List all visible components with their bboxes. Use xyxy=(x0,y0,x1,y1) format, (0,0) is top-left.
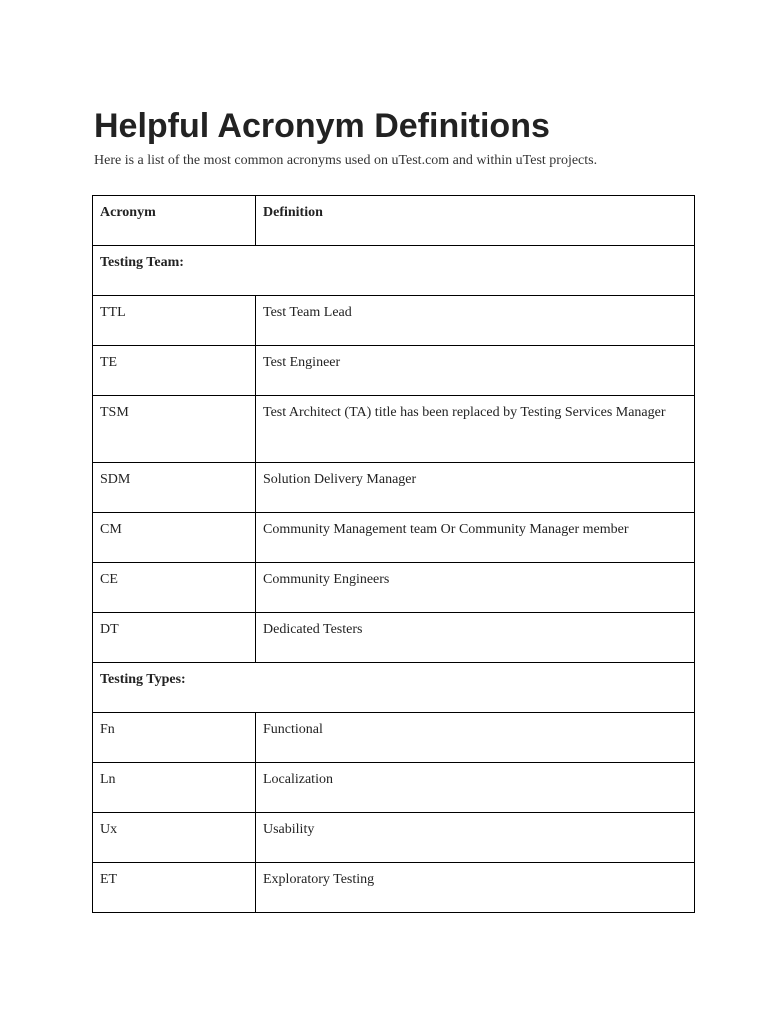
acronym-cell: CE xyxy=(93,563,256,613)
acronym-cell: Ln xyxy=(93,763,256,813)
acronym-cell: CM xyxy=(93,513,256,563)
table-row xyxy=(93,863,695,913)
table-row xyxy=(93,563,695,613)
definition-cell: Test Engineer xyxy=(256,346,695,396)
table-row xyxy=(93,346,695,396)
table-row xyxy=(93,463,695,513)
acronym-cell: TSM xyxy=(93,396,256,463)
page-title: Helpful Acronym Definitions xyxy=(94,107,550,145)
table-header-row xyxy=(93,196,695,246)
definition-cell: Usability xyxy=(256,813,695,863)
table-row xyxy=(93,296,695,346)
table-row xyxy=(93,763,695,813)
definition-cell: Dedicated Testers xyxy=(256,613,695,663)
table-row xyxy=(93,813,695,863)
section-heading-row xyxy=(93,246,695,296)
acronym-cell: TTL xyxy=(93,296,256,346)
table-row xyxy=(93,713,695,763)
section-heading-testing-types: Testing Types: xyxy=(93,663,695,713)
page-intro: Here is a list of the most common acronyms used on uTest.com and within uTest projects. xyxy=(94,153,598,168)
definition-cell: Test Team Lead xyxy=(256,296,695,346)
header-definition: Definition xyxy=(256,196,695,246)
acronym-cell: ET xyxy=(93,863,256,913)
definition-cell: Community Management team Or Community Manager member xyxy=(256,513,695,563)
acronym-cell: SDM xyxy=(93,463,256,513)
acronym-cell: Fn xyxy=(93,713,256,763)
header-acronym: Acronym xyxy=(93,196,256,246)
definition-cell: Exploratory Testing xyxy=(256,863,695,913)
definition-cell: Solution Delivery Manager xyxy=(256,463,695,513)
acronym-cell: DT xyxy=(93,613,256,663)
acronym-cell: Ux xyxy=(93,813,256,863)
acronym-cell: TE xyxy=(93,346,256,396)
definition-cell: Community Engineers xyxy=(256,563,695,613)
section-heading-row xyxy=(93,663,695,713)
table-row xyxy=(93,396,695,463)
definition-cell: Localization xyxy=(256,763,695,813)
definition-cell: Functional xyxy=(256,713,695,763)
table-row xyxy=(93,613,695,663)
acronym-table xyxy=(92,195,695,913)
section-heading-testing-team: Testing Team: xyxy=(93,246,695,296)
definition-cell: Test Architect (TA) title has been replaced by Testing Services Manager xyxy=(256,396,695,463)
table-row xyxy=(93,513,695,563)
